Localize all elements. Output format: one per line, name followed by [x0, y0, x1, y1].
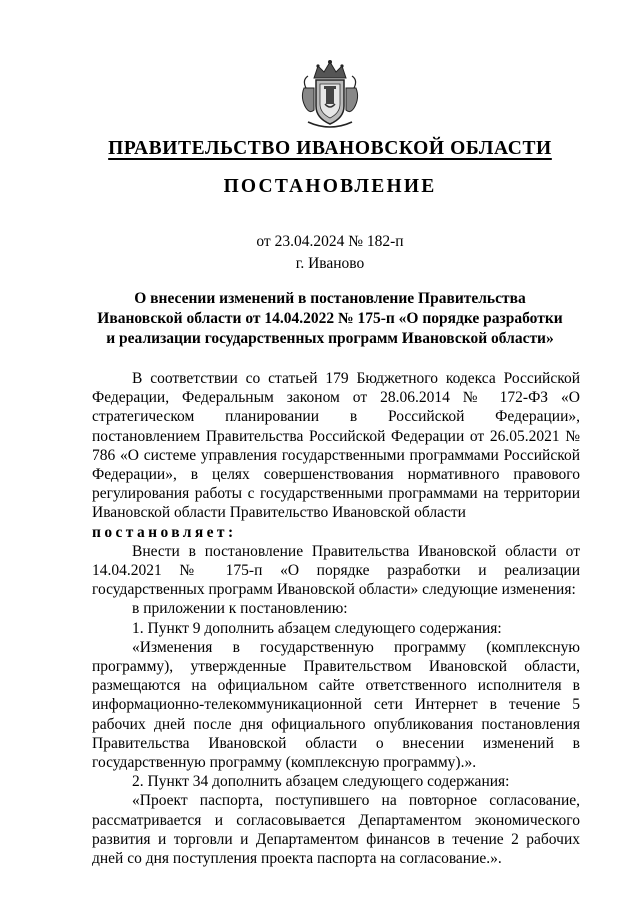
body-paragraph: 1. Пункт 9 дополнить абзацем следующего содержания: — [132, 619, 502, 637]
body-paragraph: Внести в постановление Правительства Ивановской области от 14.04.2021 № 175-п «О порядке разработки и реализации государственных программ Ивановской области» следующие изменения: — [92, 542, 580, 599]
subject-line: Ивановской области от 14.04.2022 № 175-п «О порядке разработки — [97, 310, 563, 327]
subject-line: и реализации государственных программ Ивановской области» — [106, 330, 554, 347]
date-number: от 23.04.2024 № 182-п — [256, 233, 404, 250]
body-paragraph: «Проект паспорта, поступившего на повторное согласование, рассматривается и согласовывается Департаментом экономического развития и торговли и Департаментом финансов в течение 2 рабочих дней со дня поступления проекта паспорта на согласование.». — [92, 792, 580, 868]
body-paragraph: «Изменения в государственную программу (комплексную программу), утвержденные Правительством Ивановской области, размещаются на официальном сайте ответственного исполнителя в информационно-телекоммуникационной сети Интернет в течение 5 рабочих дней после дня официального опубликования постановления Правительства Ивановской области о внесении изменений в государственную программу (комплексную программу).». — [92, 638, 580, 772]
coat-of-arms-icon — [296, 58, 364, 130]
document-body — [92, 369, 580, 868]
city: г. Иваново — [295, 255, 365, 272]
body-paragraph: в приложении к постановлению: — [132, 600, 348, 618]
government-title: ПРАВИТЕЛЬСТВО ИВАНОВСКОЙ ОБЛАСТИ — [108, 138, 552, 159]
body-paragraph: 2. Пункт 34 дополнить абзацем следующего содержания: — [132, 773, 510, 791]
document-type: ПОСТАНОВЛЕНИЕ — [223, 176, 437, 197]
preamble-paragraph: В соответствии со статьей 179 Бюджетного кодекса Российской Федерации, Федеральным законом от 28.06.2014 № 172-ФЗ «О стратегическом планировании в Российской Федерации», постановлением Правительства Российской Федерации от 26.05.2021 № 786 «О системе управления государственными программами Российской Федерации», в целях совершенствования нормативного правового регулирования работы с государственными программами на территории Ивановской области Правительство Ивановской области — [92, 370, 580, 522]
decree-word-paragraph — [92, 523, 580, 542]
subject-line: О внесении изменений в постановление Правительства — [134, 290, 526, 307]
document-subject — [80, 289, 580, 349]
decree-word: постановляет: — [92, 523, 237, 541]
